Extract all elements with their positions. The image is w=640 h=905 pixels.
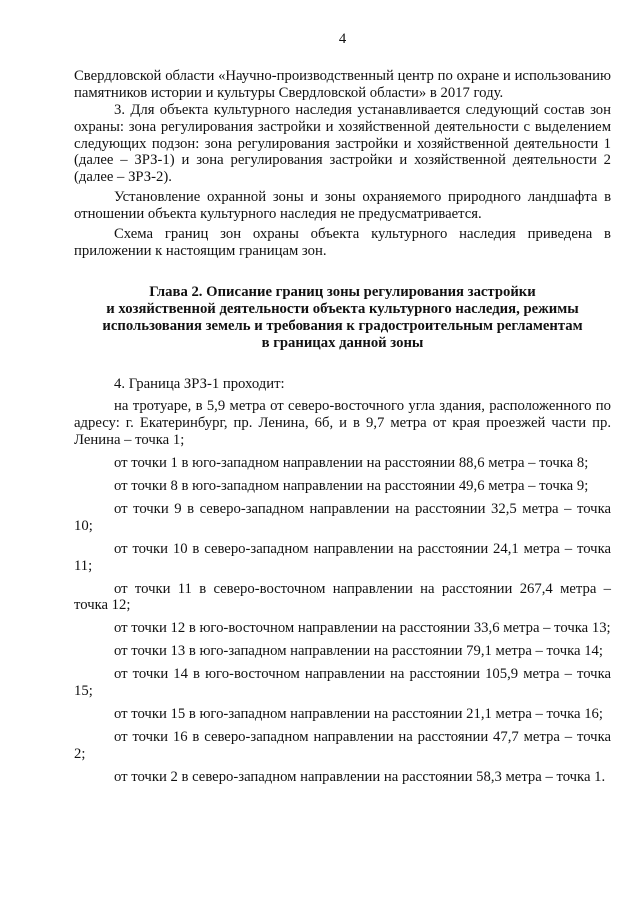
- chapter-heading-line-2: и хозяйственной деятельности объекта культурного наследия, режимы: [106, 300, 579, 317]
- boundary-segment: от точки 13 в юго-западном направлении на расстоянии 79,1 метра – точка 14;: [114, 643, 603, 660]
- boundary-segment: от точки 15 в юго-западном направлении на расстоянии 21,1 метра – точка 16;: [114, 706, 603, 722]
- boundary-segment: от точки 8 в юго-западном направлении на расстоянии 49,6 метра – точка 9;: [114, 478, 589, 495]
- intro-paragraph-3: Установление охранной зоны и зоны охраняемого природного ландшафта в отношении объекта культурного наследия не предусматривается.: [74, 189, 611, 223]
- boundary-segment: от точки 11 в северо-восточном направлении на расстоянии 267,4 метра – точка 12;: [74, 580, 611, 614]
- boundary-segment: от точки 10 в северо-западном направлении на расстоянии 24,1 метра – точка 11;: [74, 540, 611, 574]
- intro-paragraph-2: 3. Для объекта культурного наследия устанавливается следующий состав зон охраны: зона регулирования застройки и хозяйственной деятельности с выделением следующих подзон: зона регулирования застройки и хозяйственной деятельности 1 (далее – ЗРЗ-1) и зона регулирования застройки и хозяйственной деятельности 2 (далее – ЗРЗ-2).: [74, 101, 611, 186]
- boundary-segment: от точки 12 в юго-восточном направлении на расстоянии 33,6 метра – точка 13;: [114, 620, 611, 637]
- chapter-heading-line-1: Глава 2. Описание границ зоны регулирования застройки: [149, 283, 536, 300]
- chapter-heading-line-4: в границах данной зоны: [261, 334, 424, 351]
- intro-paragraph-1: Свердловской области «Научно-производственный центр по охране и использованию памятников истории и культуры Свердловской области» в 2017 году.: [74, 67, 611, 101]
- boundary-segment: от точки 1 в юго-западном направлении на расстоянии 88,6 метра – точка 8;: [114, 455, 589, 472]
- boundary-segment: от точки 14 в юго-восточном направлении на расстоянии 105,9 метра – точка 15;: [74, 666, 611, 700]
- boundary-segment: от точки 9 в северо-западном направлении на расстоянии 32,5 метра – точка 10;: [74, 500, 611, 534]
- boundary-description: [74, 376, 611, 786]
- boundary-segment: от точки 16 в северо-западном направлении на расстоянии 47,7 метра – точка 2;: [74, 728, 611, 762]
- boundary-start-point: на тротуаре, в 5,9 метра от северо-восточного угла здания, расположенного по адресу: г. Екатеринбург, пр. Ленина, 6б, и в 9,7 метра от края проезжей части пр. Ленина – точка 1;: [74, 398, 611, 449]
- chapter-heading: [74, 284, 611, 352]
- chapter-heading-line-3: использования земель и требования к градостроительным регламентам: [102, 317, 583, 334]
- boundary-segment: от точки 2 в северо-западном направлении на расстоянии 58,3 метра – точка 1.: [114, 768, 606, 785]
- boundary-intro: 4. Граница ЗРЗ-1 проходит:: [114, 375, 285, 392]
- intro-paragraph-4: Схема границ зон охраны объекта культурного наследия приведена в приложении к настоящим границам зон.: [74, 226, 611, 259]
- page-number: 4: [338, 31, 347, 47]
